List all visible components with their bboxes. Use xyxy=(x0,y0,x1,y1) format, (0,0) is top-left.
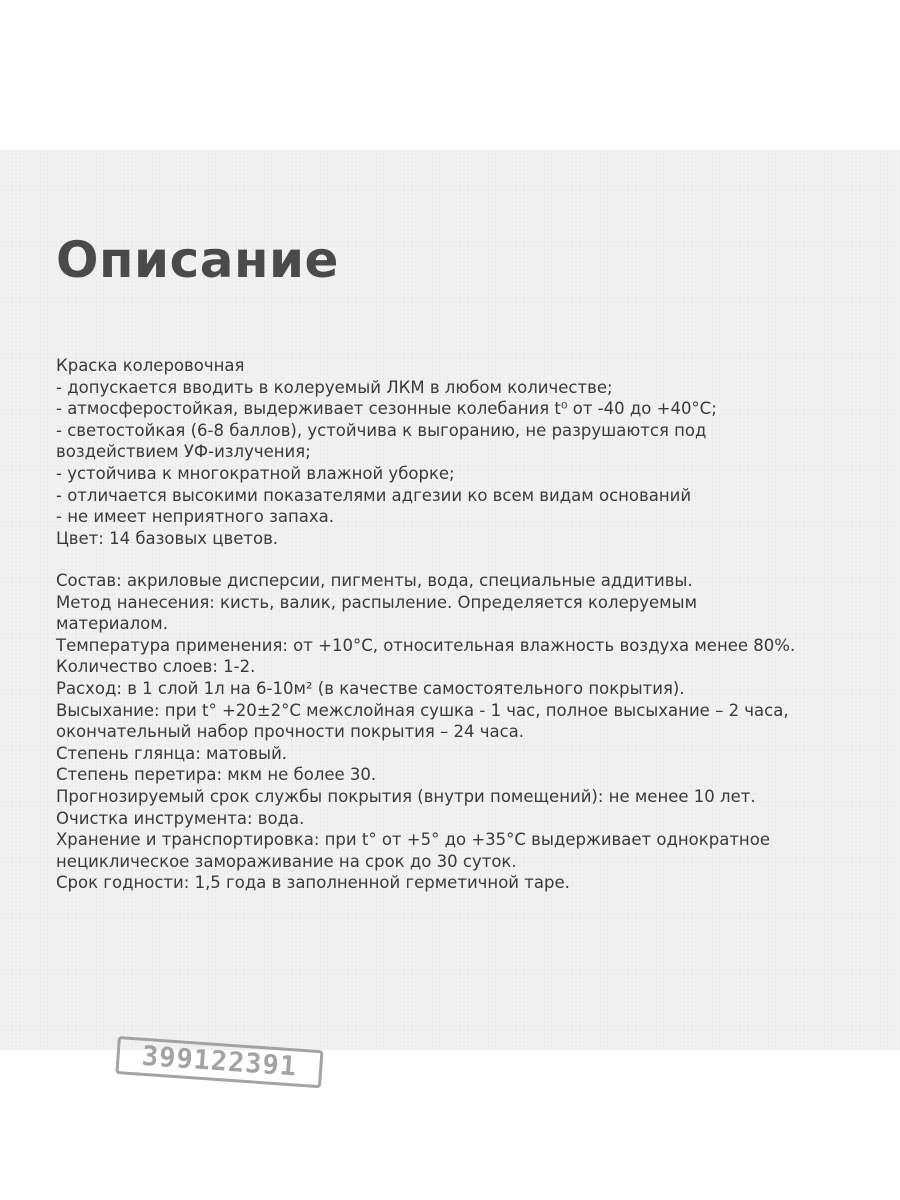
text-line: Прогнозируемый срок службы покрытия (внутри помещений): не менее 10 лет. xyxy=(56,786,756,806)
text-line: Расход: в 1 слой 1л на 6-10м² (в качестве самостоятельного покрытия). xyxy=(56,678,685,698)
text-line: Цвет: 14 базовых цветов. xyxy=(56,528,279,548)
text-line: Хранение и транспортировка: при t° от +5° до +35°C выдерживает однократное xyxy=(56,830,770,850)
text-line: Высыхание: при t° +20±2°C межслойная сушка - 1 час, полное высыхание – 2 часа, xyxy=(56,700,789,720)
text-line: - отличается высокими показателями адгезии ко всем видам оснований xyxy=(56,485,692,505)
text-line: нециклическое замораживание на срок до 30 суток. xyxy=(56,851,517,871)
intro-list xyxy=(56,355,856,549)
text-line: Температура применения: от +10°C, относительная влажность воздуха менее 80%. xyxy=(56,635,796,655)
text-line: Степень глянца: матовый. xyxy=(56,743,288,763)
text-line: - допускается вводить в колеруемый ЛКМ в любом количестве; xyxy=(56,377,613,397)
text-line: Состав: акриловые дисперсии, пигменты, вода, специальные аддитивы. xyxy=(56,571,693,590)
text-line: - светостойкая (6-8 баллов), устойчива к выгоранию, не разрушаются под xyxy=(56,420,707,440)
spec-list xyxy=(56,570,856,894)
text-line: материалом. xyxy=(56,614,168,634)
text-line: воздействием УФ-излучения; xyxy=(56,442,311,462)
text-line: Количество слоев: 1-2. xyxy=(56,657,256,677)
page-title: Описание xyxy=(56,231,339,289)
text-line: - устойчива к многократной влажной уборке; xyxy=(56,463,455,483)
text-line: - не имеет неприятного запаха. xyxy=(56,507,334,527)
text-line: Очистка инструмента: вода. xyxy=(56,808,305,828)
text-line: окончательный набор прочности покрытия – 24 часа. xyxy=(56,722,525,742)
text-line: - атмосферостойкая, выдерживает сезонные колебания t⁰ от -40 до +40°C; xyxy=(56,399,717,419)
text-line: Краска колеровочная xyxy=(56,356,245,375)
article-number-stamp: 399122391 xyxy=(115,1036,323,1088)
text-line: Срок годности: 1,5 года в заполненной герметичной таре. xyxy=(56,873,570,893)
text-line: Метод нанесения: кисть, валик, распыление. Определяется колеруемым xyxy=(56,592,698,612)
text-line: Степень перетира: мкм не более 30. xyxy=(56,765,377,785)
